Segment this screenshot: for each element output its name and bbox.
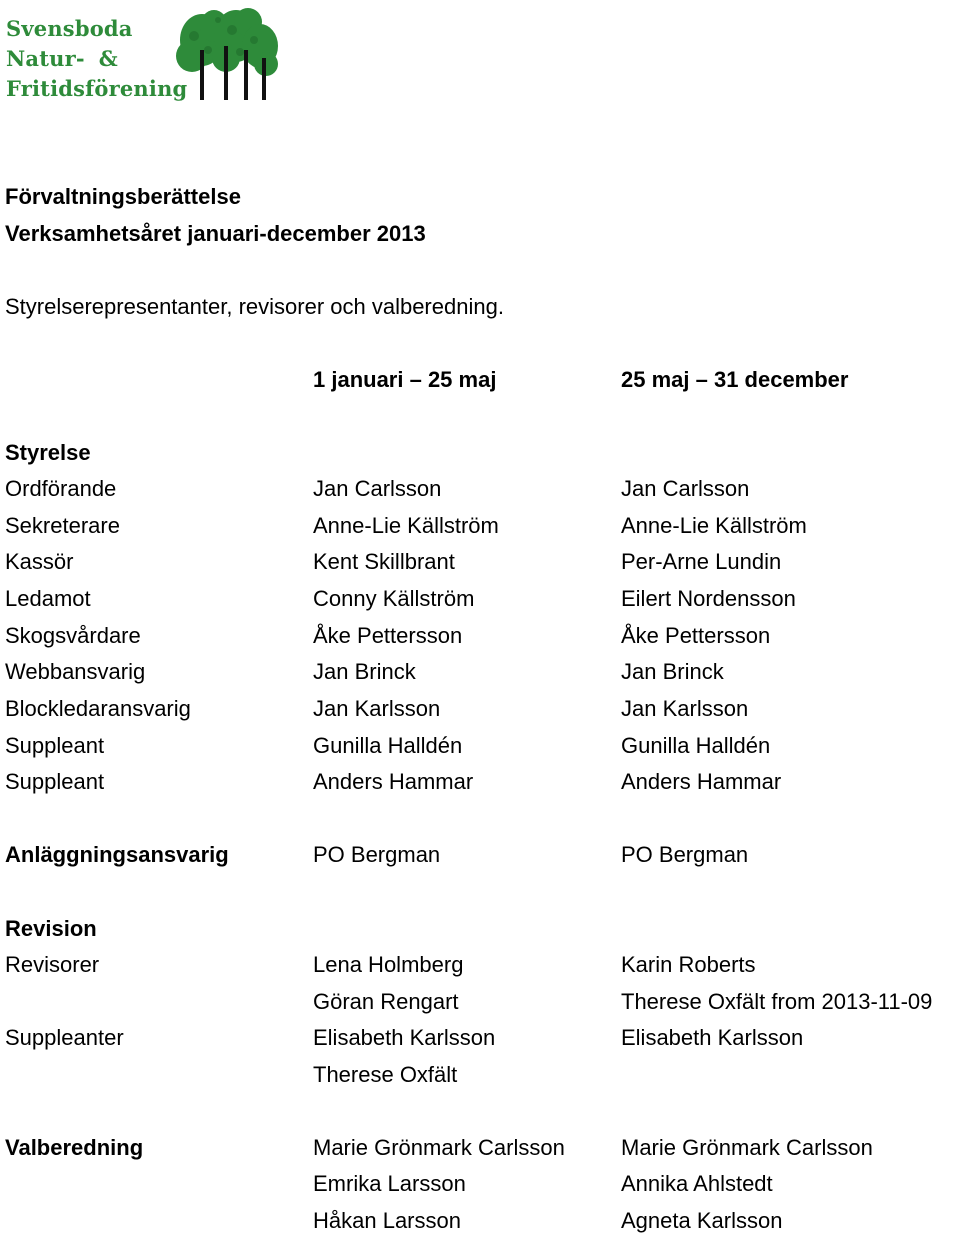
document-title: Förvaltningsberättelse [5, 184, 241, 209]
name-period-2: Anne-Lie Källström [621, 513, 807, 538]
section-heading-valberedning: Valberedning [5, 1135, 144, 1160]
role-label: Webbansvarig [5, 659, 146, 684]
period-header-1: 1 januari – 25 maj [313, 367, 497, 392]
name-period-2: Agneta Karlsson [621, 1208, 783, 1233]
name-period-2: Therese Oxfält from 2013-11-09 [621, 989, 933, 1014]
role-label: Kassör [5, 549, 74, 574]
logo-text [6, 14, 187, 104]
name-period-1: Conny Källström [313, 586, 475, 611]
name-period-2: Jan Carlsson [621, 476, 750, 501]
role-label: Suppleanter [5, 1025, 124, 1050]
section-heading-styrelse: Styrelse [5, 440, 91, 465]
name-period-1: Anders Hammar [313, 769, 474, 794]
name-period-2: Elisabeth Karlsson [621, 1025, 804, 1050]
name-period-2: Eilert Nordensson [621, 586, 796, 611]
logo-line-3: Fritidsförening [6, 76, 188, 101]
name-period-1: Therese Oxfält [313, 1062, 458, 1087]
role-label: Ledamot [5, 586, 91, 611]
logo-line-2 [6, 44, 187, 74]
period-header-2: 25 maj – 31 december [621, 367, 849, 392]
role-label: Blockledaransvarig [5, 696, 191, 721]
name-period-2: Åke Pettersson [621, 623, 771, 648]
name-period-1: Gunilla Halldén [313, 733, 463, 758]
name-period-1: Marie Grönmark Carlsson [313, 1135, 565, 1160]
name-period-1: Åke Pettersson [313, 623, 463, 648]
logo-line-2b: & [98, 46, 118, 71]
name-period-1: Håkan Larsson [313, 1208, 461, 1233]
name-period-1: Jan Brinck [313, 659, 416, 684]
name-period-2: PO Bergman [621, 842, 749, 867]
name-period-2: Anders Hammar [621, 769, 782, 794]
role-label: Ordförande [5, 476, 117, 501]
name-period-2: Marie Grönmark Carlsson [621, 1135, 873, 1160]
section-heading-revision: Revision [5, 916, 97, 941]
logo-line-2a: Natur- [6, 46, 85, 71]
name-period-1: Jan Carlsson [313, 476, 442, 501]
association-logo [4, 4, 284, 104]
name-period-1: Jan Karlsson [313, 696, 441, 721]
name-period-2: Per-Arne Lundin [621, 549, 782, 574]
name-period-2: Jan Brinck [621, 659, 724, 684]
role-label: Revisorer [5, 952, 100, 977]
name-period-1: Emrika Larsson [313, 1171, 466, 1196]
name-period-2: Gunilla Halldén [621, 733, 771, 758]
name-period-2: Karin Roberts [621, 952, 756, 977]
name-period-2: Jan Karlsson [621, 696, 749, 721]
name-period-1: Elisabeth Karlsson [313, 1025, 496, 1050]
role-label: Suppleant [5, 769, 105, 794]
trees-icon [174, 6, 282, 102]
role-label: Skogsvårdare [5, 623, 141, 648]
section-heading-anlaggning: Anläggningsansvarig [5, 842, 229, 867]
name-period-2: Annika Ahlstedt [621, 1171, 773, 1196]
role-label: Suppleant [5, 733, 105, 758]
name-period-1: PO Bergman [313, 842, 441, 867]
logo-line-1: Svensboda [6, 16, 133, 41]
name-period-1: Lena Holmberg [313, 952, 464, 977]
intro-text: Styrelserepresentanter, revisorer och valberedning. [5, 294, 504, 319]
name-period-1: Anne-Lie Källström [313, 513, 499, 538]
name-period-1: Göran Rengart [313, 989, 459, 1014]
role-label: Sekreterare [5, 513, 120, 538]
name-period-1: Kent Skillbrant [313, 549, 455, 574]
document-subtitle: Verksamhetsåret januari-december 2013 [5, 221, 426, 246]
